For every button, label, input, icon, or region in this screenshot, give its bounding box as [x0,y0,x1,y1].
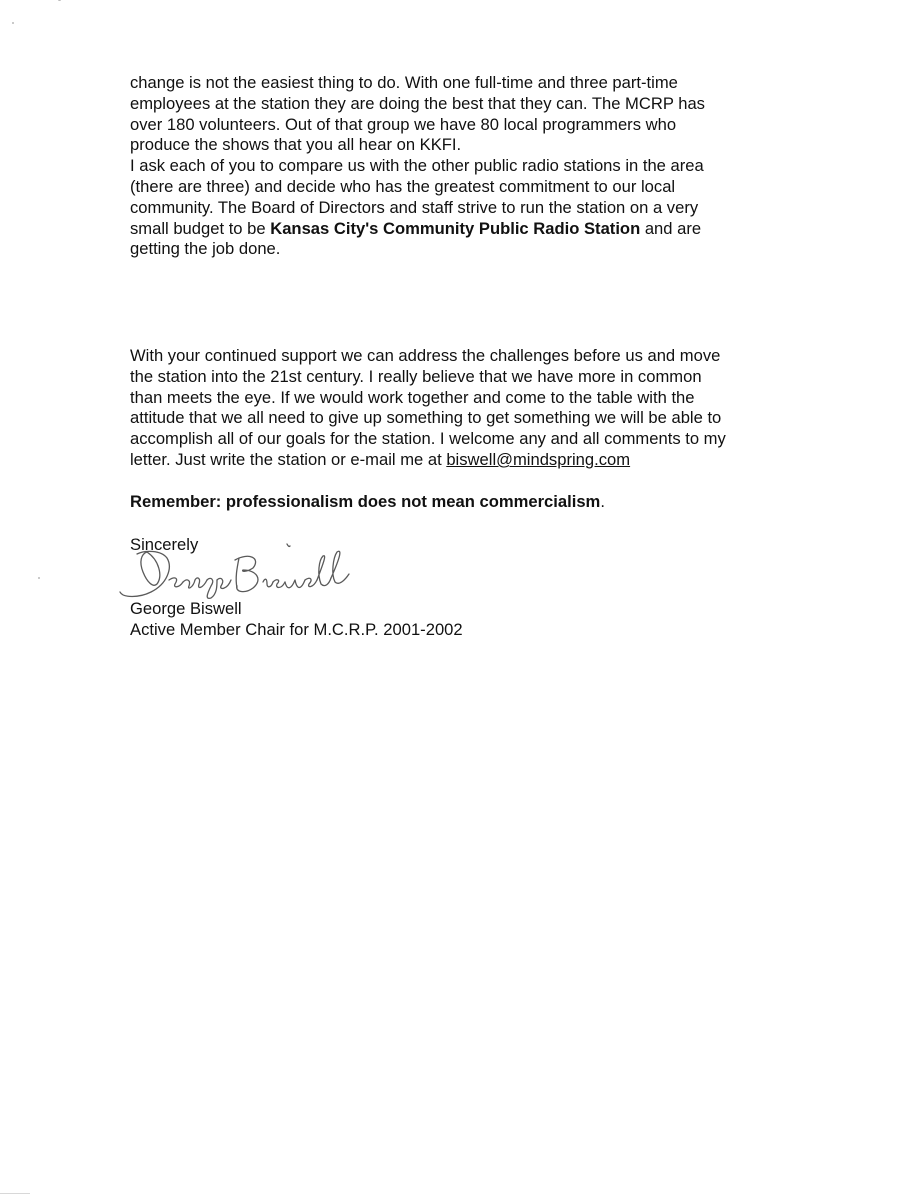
text-line: over 180 volunteers. Out of that group we have 80 local programmers who [130,114,677,134]
scan-speck [58,0,61,1]
text-segment: and are [640,218,702,238]
scan-edge-line [0,1193,30,1194]
text-line [130,492,830,513]
text-line: than meets the eye. If we would work together and come to the table with the [130,387,695,407]
text-line: (there are three) and decide who has the greatest commitment to our local [130,176,676,196]
text-line: With your continued support we can address the challenges before us and move [130,346,721,365]
text-line: I ask each of you to compare us with the other public radio stations in the area [130,156,704,176]
text-line: employees at the station they are doing the best that they can. The MCRP has [130,93,705,113]
handwritten-signature [117,540,387,602]
signer-title: Active Member Chair for M.C.R.P. 2001-2002 [130,619,463,639]
email-link[interactable]: biswell@mindspring.com [446,449,631,469]
paragraph-1 [130,73,830,260]
text-line: accomplish all of our goals for the station. I welcome any and all comments to my [130,429,726,449]
text-segment: letter. Just write the station or e-mail me at [130,449,447,469]
text-line: produce the shows that you all hear on KKFI. [130,135,462,155]
closing-text: Sincerely [130,535,199,554]
scan-speck [12,22,14,24]
station-name-bold: Kansas City's Community Public Radio Station [270,218,641,238]
text-segment: . [600,492,605,511]
text-line: community. The Board of Directors and staff strive to run the station on a very [130,197,699,217]
signer-name: George Biswell [130,599,242,618]
text-segment: small budget to be [130,218,271,238]
text-line: getting the job done. [130,239,281,259]
remember-bold-text: Remember: professionalism does not mean commercialism [130,492,601,511]
text-line: the station into the 21st century. I really believe that we have more in common [130,366,702,386]
text-line-with-email [130,450,830,471]
text-line: change is not the easiest thing to do. With one full-time and three part-time [130,73,678,92]
text-line-with-bold [130,219,830,240]
signature-block [130,599,830,641]
paragraph-3 [130,346,830,471]
remember-statement [130,492,830,513]
scan-speck [38,577,40,579]
text-line: attitude that we all need to give up something to get something we will be able to [130,408,722,428]
